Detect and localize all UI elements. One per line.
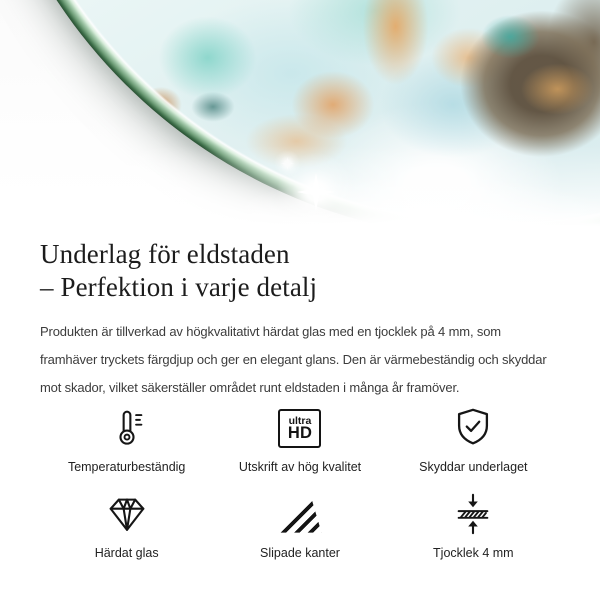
feature-protects-surface — [387, 405, 560, 475]
thickness-icon — [450, 491, 496, 537]
feature-label: Skyddar underlaget — [419, 460, 528, 474]
diamond-icon — [104, 491, 150, 537]
ultra-hd-icon: ultra HD — [278, 405, 321, 451]
beveled-edges-icon — [278, 491, 322, 537]
feature-label: Temperaturbeständig — [67, 460, 186, 474]
section-title — [40, 238, 560, 304]
feature-thickness — [387, 491, 560, 561]
title-line-2: – Perfektion i varje detalj — [40, 272, 318, 302]
feature-label: Utskrift av hög kvalitet — [238, 460, 362, 474]
product-photo[interactable] — [0, 0, 600, 235]
feature-polished-edges — [213, 491, 386, 561]
feature-temperature — [40, 405, 213, 475]
product-description-text: Produkten är tillverkad av högkvalitativt härdat glas med en tjocklek på 4 mm, som framhäver tryckets färgdjup och ger en elegant glans. Den är värmebeständig och skyddar mot skador, vilket säkerställer området runt eldstaden i många år framöver. — [40, 324, 547, 395]
feature-label: Tjocklek 4 mm — [433, 546, 514, 560]
shield-check-icon — [450, 405, 496, 451]
title-line-1: Underlag för eldstaden — [40, 239, 290, 269]
feature-label: Härdat glas — [94, 546, 159, 560]
thermometer-icon — [104, 405, 150, 451]
product-description-section — [0, 238, 600, 561]
feature-tempered-glass — [40, 491, 213, 561]
feature-print-quality — [213, 405, 386, 475]
feature-label: Slipade kanter — [260, 546, 340, 560]
feature-grid — [40, 405, 560, 561]
glass-panel-edge — [0, 0, 600, 235]
